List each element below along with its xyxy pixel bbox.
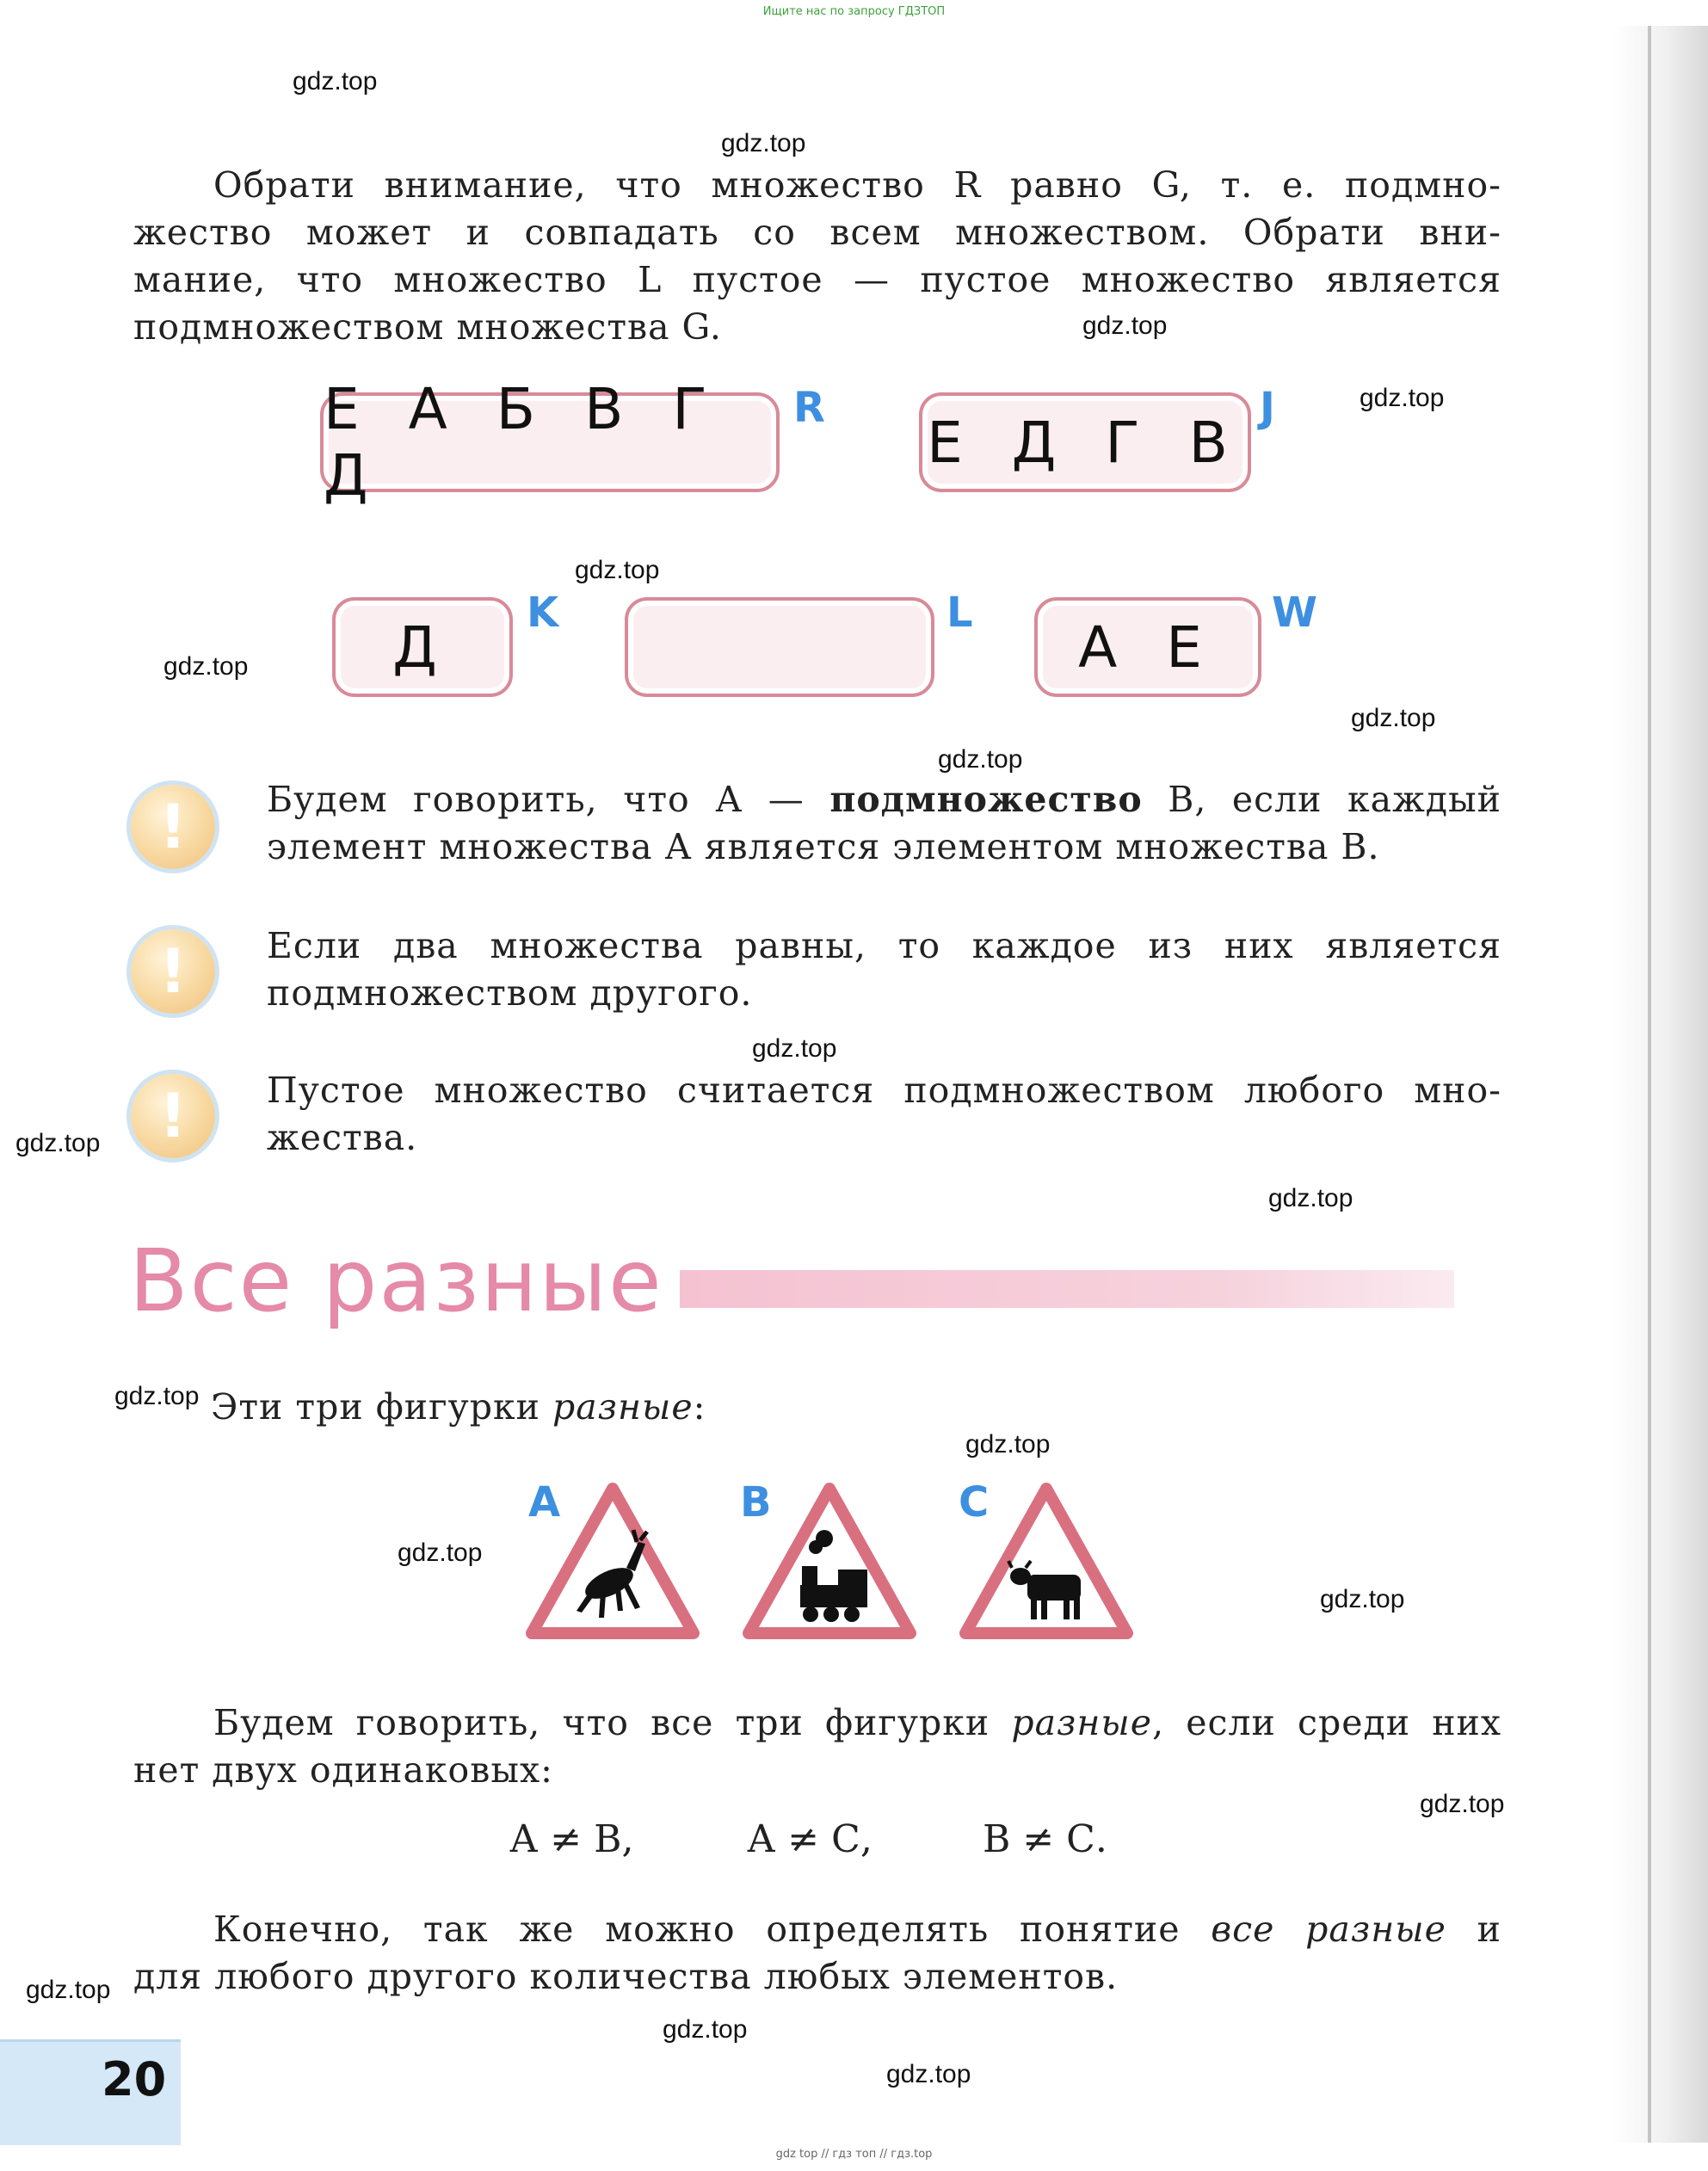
page-edge (1613, 26, 1708, 2143)
watermark: gdz.top (114, 1382, 200, 1410)
set-box-l (625, 597, 934, 697)
set-box-r: Е А Б В Г Д (320, 392, 780, 492)
closing-paragraph: Конечно, так же можно определять понятие все разные и для любого другого количества любых элементов. (133, 1909, 1501, 1997)
sign-label-b: B (740, 1478, 772, 1526)
watermark: gdz.top (15, 1129, 101, 1157)
definition-paragraph: Будем говорить, что все три фигурки разные, если среди них нет двух одинаковых: (133, 1702, 1501, 1791)
watermark: gdz.top (163, 652, 249, 681)
watermark: gdz.top (965, 1430, 1051, 1459)
rule-line: подмножеством другого. (267, 972, 753, 1014)
page-edge-line (1648, 26, 1651, 2143)
section-title: Все разные (129, 1230, 663, 1331)
cow-warning-sign-icon (959, 1482, 1134, 1642)
inequality-a-c: А ≠ С, (747, 1817, 872, 1861)
set-label-k: K (527, 589, 559, 637)
exclamation-icon: ! (131, 785, 215, 869)
set-box-w: А Е (1034, 597, 1261, 697)
watermark: gdz.top (575, 556, 660, 584)
sign-label-a: A (528, 1478, 561, 1526)
exclamation-icon: ! (131, 1074, 215, 1158)
watermark: gdz.top (721, 129, 806, 157)
set-box-k: Д (332, 597, 513, 697)
inequality-a-b: А ≠ В, (509, 1817, 634, 1861)
rule-empty-set (267, 1067, 1501, 1162)
section-title-bar (680, 1270, 1454, 1308)
rule-line: жества. (267, 1117, 418, 1158)
watermark: gdz.top (1351, 704, 1436, 732)
rule-equal-sets (267, 922, 1501, 1017)
watermark: gdz.top (1420, 1790, 1505, 1818)
train-warning-sign-icon (742, 1482, 917, 1642)
watermark: gdz.top (1360, 384, 1445, 412)
watermark: gdz.top (752, 1034, 837, 1063)
watermark: gdz.top (1320, 1585, 1405, 1613)
intro-line: Обрати внимание, что множество R равно G, т. е. подмно- (213, 164, 1501, 206)
watermark: gdz.top (663, 2015, 748, 2044)
rule-line: Пустое множество считается подмножеством любого мно- (267, 1070, 1501, 1111)
set-label-r: R (793, 384, 825, 432)
exclamation-icon: ! (131, 929, 215, 1014)
footer-note: gdz top // гдз топ // гдз.top (775, 2148, 933, 2161)
rule-subset (267, 776, 1501, 871)
watermark: gdz.top (1268, 1184, 1353, 1212)
set-label-w: W (1272, 589, 1317, 637)
intro-line: подмножеством множества G. (133, 306, 722, 348)
rule-line: Если два множества равны, то каждое из них является (267, 925, 1501, 966)
watermark: gdz.top (1082, 311, 1168, 340)
watermark: gdz.top (938, 745, 1023, 774)
set-label-j: J (1260, 384, 1275, 432)
inequality-b-c: В ≠ С. (983, 1817, 1107, 1861)
rule-line: Будем говорить, что А — подмножество В, если каждый (267, 779, 1501, 820)
figures-intro: Эти три фигурки разные: (211, 1386, 706, 1428)
watermark: gdz.top (293, 67, 378, 96)
set-label-l: L (946, 589, 973, 637)
page-number: 20 (102, 2052, 167, 2106)
intro-line: мание, что множество L пустое — пустое множество является (133, 259, 1501, 300)
sign-label-c: C (959, 1478, 990, 1526)
deer-warning-sign-icon (525, 1482, 700, 1642)
set-box-j: Е Д Г В (919, 392, 1251, 492)
intro-paragraph (133, 162, 1501, 351)
watermark: gdz.top (26, 1976, 111, 2004)
intro-line: жество может и совпадать со всем множеством. Обрати вни- (133, 212, 1501, 253)
watermark: gdz.top (398, 1539, 483, 1567)
top-banner: Ищите нас по запросу ГДЗТОП (762, 5, 946, 18)
rule-line: элемент множества А является элементом множества В. (267, 826, 1380, 867)
watermark: gdz.top (886, 2060, 971, 2088)
